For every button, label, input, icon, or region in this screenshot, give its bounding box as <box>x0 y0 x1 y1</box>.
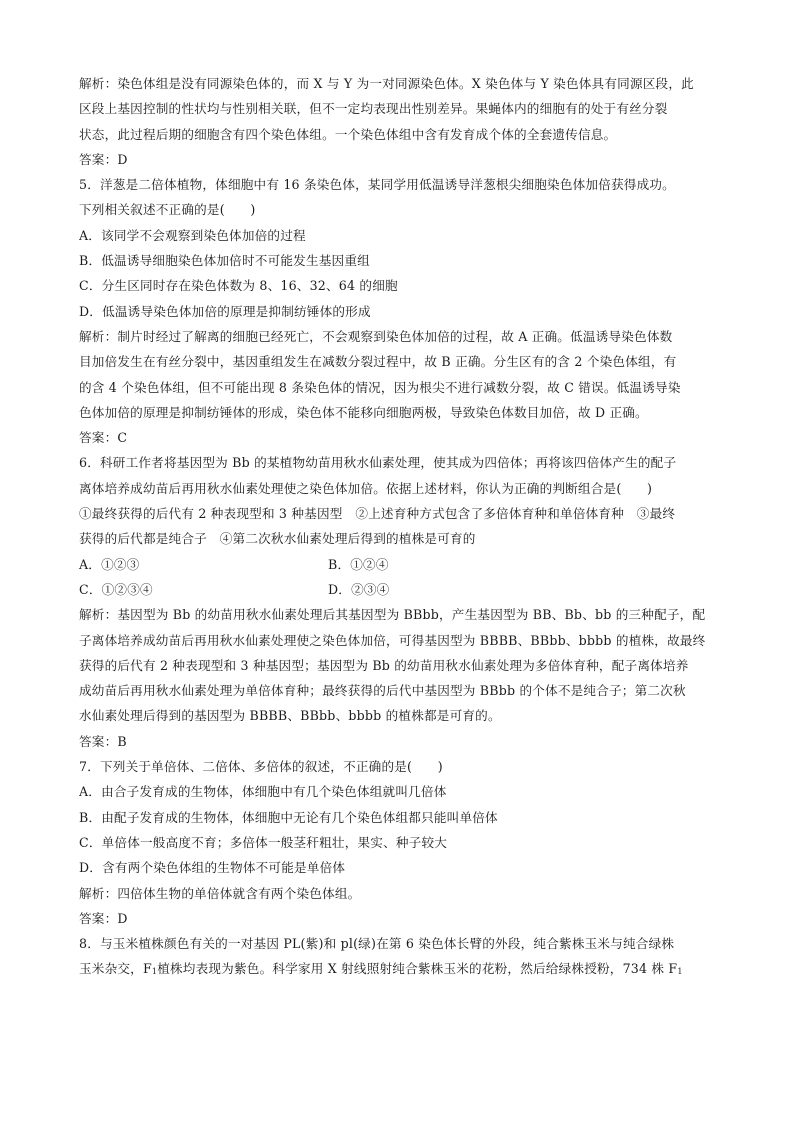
q8-stem <box>79 931 724 982</box>
analysis-line: 目加倍发生在有丝分裂中，基因重组发生在减数分裂过程中，故 B 正确。分生区有的含 2 个染色体组，有 <box>79 354 677 370</box>
analysis-line: 色体加倍的原理是抑制纺锤体的形成，染色体不能移向细胞两极，导致染色体数目加倍，故 D 正确。 <box>79 404 648 420</box>
analysis-line: 状态，此过程后期的细胞含有四个染色体组。一个染色体组中含有发育成个体的全套遗传信息。 <box>79 126 617 142</box>
option-b: B．①②④ <box>328 556 389 572</box>
question-line: 下列相关叙述不正确的是( ) <box>79 202 256 218</box>
option-b: B．低温诱导细胞染色体加倍时不可能发生基因重组 <box>79 253 370 269</box>
option-row <box>79 577 724 602</box>
question-line: 8．与玉米植株颜色有关的一对基因 PL(紫)和 pl(绿)在第 6 染色体长臂的外段，纯合紫株玉米与纯合绿株 <box>79 936 675 952</box>
q7-options <box>79 779 724 880</box>
analysis-line: 解析：四倍体生物的单倍体就含有两个染色体组。 <box>79 885 361 901</box>
analysis-line: 水仙素处理后得到的基因型为 BBBB、BBbb、bbbb 的植株都是可育的。 <box>79 708 501 724</box>
q5-answer: 答案：C <box>79 430 128 446</box>
question-line: 7．下列关于单倍体、二倍体、多倍体的叙述，不正确的是( ) <box>79 759 443 775</box>
q5-options <box>79 223 724 324</box>
q7-answer: 答案：D <box>79 910 128 926</box>
analysis-line: 成幼苗后再用秋水仙素处理为单倍体育种；最终获得的后代中基因型为 BBbb 的个体不是纯合子；第二次秋 <box>79 683 686 699</box>
analysis-line: 解析：基因型为 Bb 的幼苗用秋水仙素处理后其基因型为 BBbb，产生基因型为 BB、Bb、bb 的三种配子，配 <box>79 607 706 623</box>
option-a: A．该同学不会观察到染色体加倍的过程 <box>79 227 306 243</box>
q4-answer: 答案：D <box>79 151 128 167</box>
question-line: 6．科研工作者将基因型为 Bb 的某植物幼苗用秋水仙素处理，使其成为四倍体；再将该四倍体产生的配子 <box>79 455 677 471</box>
q5-stem <box>79 172 724 223</box>
analysis-line: 子离体培养成幼苗后再用秋水仙素处理使之染色体加倍，可得基因型为 BBBB、BBbb、bbbb 的植株，故最终 <box>79 632 706 648</box>
text-run: 植株均表现为紫色。科学家用 X 射线照射纯合紫株玉米的花粉，然后给绿株授粉，734 株 F <box>157 961 678 977</box>
option-c: C．分生区同时存在染色体数为 8、16、32、64 的细胞 <box>79 278 398 294</box>
option-b: B．由配子发育成的生物体，体细胞中无论有几个染色体组都只能叫单倍体 <box>79 809 498 825</box>
option-c: C．单倍体一般高度不育；多倍体一般茎秆粗壮，果实、种子较大 <box>79 834 448 850</box>
option-a: A．由合子发育成的生物体，体细胞中有几个染色体组就叫几倍体 <box>79 784 447 800</box>
text-run: 玉米杂交，F <box>79 961 152 977</box>
q6-stem <box>79 450 724 551</box>
q7-analysis <box>79 881 724 906</box>
option-c: C．①②③④ <box>79 581 153 597</box>
q4-analysis <box>79 71 724 147</box>
q6-answer: 答案：B <box>79 733 127 749</box>
option-d: D．低温诱导染色体加倍的原理是抑制纺锤体的形成 <box>79 303 371 319</box>
option-d: D．②③④ <box>328 581 390 597</box>
question-line: ①最终获得的后代有 2 种表现型和 3 种基因型 ②上述育种方式包含了多倍体育种和单倍体育种 ③最终 <box>79 506 676 522</box>
question-line: 5．洋葱是二倍体植物，体细胞中有 16 条染色体，某同学用低温诱导洋葱根尖细胞染色体加倍获得成功。 <box>79 177 675 193</box>
q6-options <box>79 552 724 603</box>
analysis-line: 的含 4 个染色体组，但不可能出现 8 条染色体的情况，因为根尖不进行减数分裂，故 C 错误。低温诱导染 <box>79 379 681 395</box>
subscript: 1 <box>151 967 158 977</box>
analysis-line: 获得的后代有 2 种表现型和 3 种基因型；基因型为 Bb 的幼苗用秋水仙素处理为多倍体育种，配子离体培养 <box>79 657 689 673</box>
q5-analysis <box>79 324 724 425</box>
option-a: A．①②③ <box>79 556 140 572</box>
analysis-line: 解析：制片时经过了解离的细胞已经死亡，不会观察到染色体加倍的过程，故 A 正确。低温诱导染色体数 <box>79 328 673 344</box>
q6-analysis <box>79 602 724 728</box>
q7-stem <box>79 754 724 779</box>
subscript: 1 <box>677 967 683 977</box>
question-line: 离体培养成幼苗后再用秋水仙素处理使之染色体加倍。依据上述材料，你认为正确的判断组合是( ) <box>79 480 653 496</box>
analysis-line: 解析：染色体组是没有同源染色体的，而 X 与 Y 为一对同源染色体。X 染色体与 Y 染色体具有同源区段，此 <box>79 76 694 91</box>
document-page <box>79 71 724 982</box>
question-line <box>79 956 724 981</box>
analysis-line: 区段上基因控制的性状均与性别相关联，但不一定均表现出性别差异。果蝇体内的细胞有的处于有丝分裂 <box>79 101 668 117</box>
option-row <box>79 552 724 577</box>
question-line: 获得的后代都是纯合子 ④第二次秋水仙素处理后得到的植株是可育的 <box>79 531 476 547</box>
option-d: D．含有两个染色体组的生物体不可能是单倍体 <box>79 860 346 876</box>
